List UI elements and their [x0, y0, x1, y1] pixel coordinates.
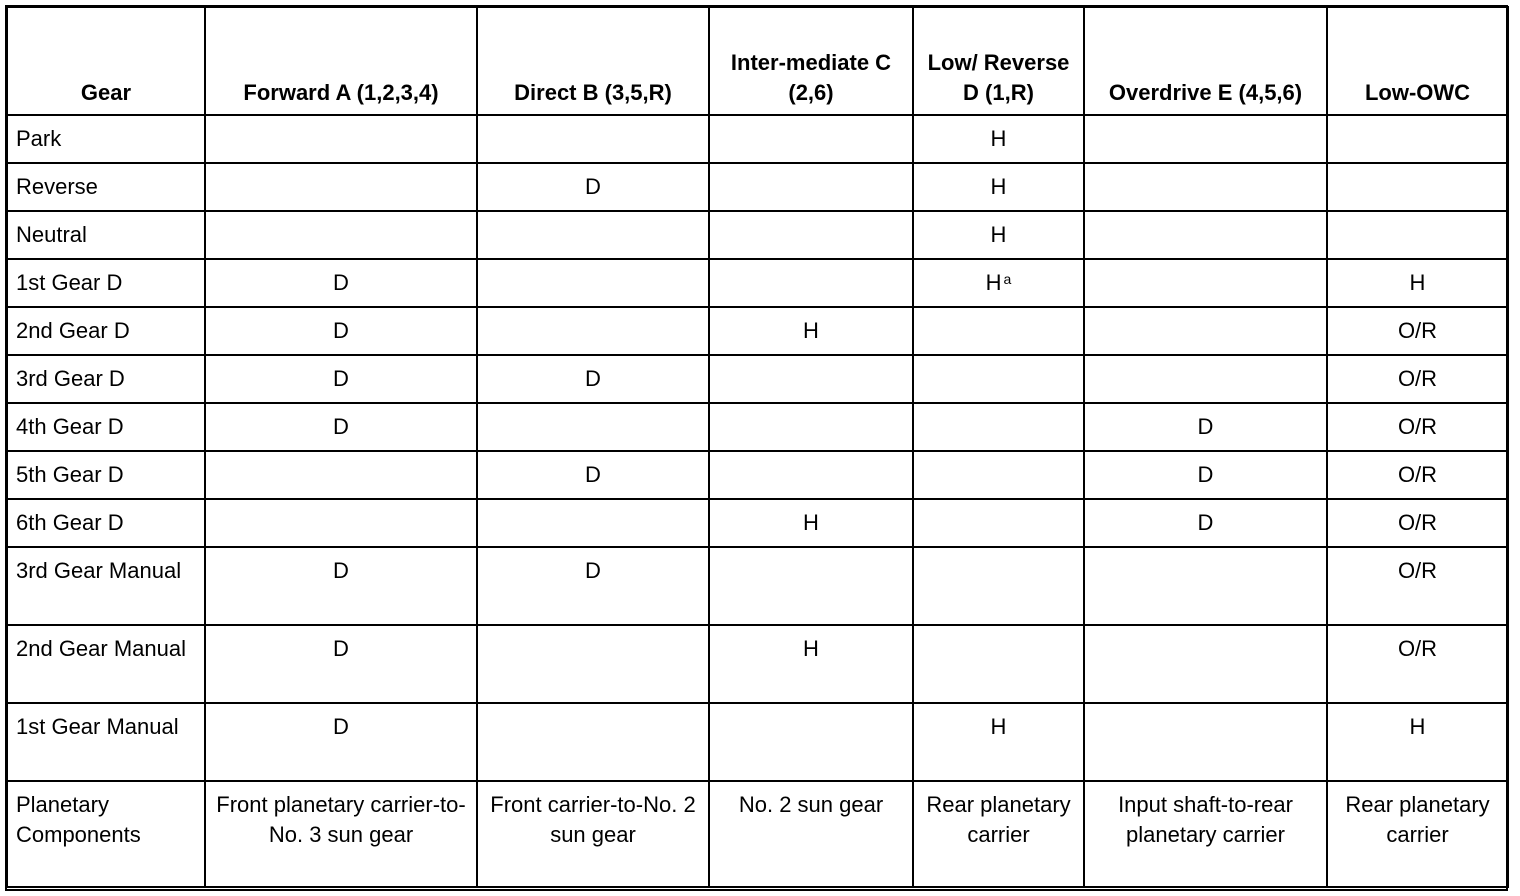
table-row [7, 115, 1508, 163]
low-owc-cell: O/R [1327, 355, 1508, 403]
intermediate-c-cell [709, 115, 913, 163]
direct-b-cell: D [477, 355, 709, 403]
table-row [7, 259, 1508, 307]
overdrive-e-cell [1084, 307, 1327, 355]
gear-application-table [6, 6, 1509, 888]
forward-a-cell: D [205, 625, 477, 703]
gear-cell: Park [7, 115, 205, 163]
direct-b-cell: D [477, 451, 709, 499]
overdrive-e-cell: D [1084, 403, 1327, 451]
table-row [7, 781, 1508, 887]
direct-b-cell [477, 211, 709, 259]
low-reverse-d-cell [913, 403, 1084, 451]
intermediate-c-cell [709, 259, 913, 307]
table-row [7, 355, 1508, 403]
low-owc-cell [1327, 163, 1508, 211]
direct-b-cell [477, 499, 709, 547]
direct-b-cell [477, 307, 709, 355]
low-reverse-d-cell: H [913, 703, 1084, 781]
forward-a-cell [205, 451, 477, 499]
low-reverse-d-cell [913, 451, 1084, 499]
overdrive-e-cell [1084, 259, 1327, 307]
forward-a-cell [205, 115, 477, 163]
low-owc-cell: O/R [1327, 451, 1508, 499]
low-owc-cell: O/R [1327, 403, 1508, 451]
low-reverse-d-cell: H [913, 163, 1084, 211]
forward-a-cell: D [205, 403, 477, 451]
intermediate-c-cell: H [709, 307, 913, 355]
gear-cell: Planetary Components [7, 781, 205, 887]
table-row [7, 499, 1508, 547]
gear-cell: 1st Gear D [7, 259, 205, 307]
header-intermediate-c: Inter-mediate C (2,6) [709, 7, 913, 115]
gear-cell: 5th Gear D [7, 451, 205, 499]
forward-a-cell [205, 499, 477, 547]
low-owc-cell: H [1327, 259, 1508, 307]
gear-cell: Neutral [7, 211, 205, 259]
overdrive-e-cell [1084, 547, 1327, 625]
forward-a-cell [205, 163, 477, 211]
gear-cell: 4th Gear D [7, 403, 205, 451]
forward-a-cell: D [205, 355, 477, 403]
gear-cell: 2nd Gear Manual [7, 625, 205, 703]
low-reverse-d-cell: H [913, 115, 1084, 163]
table-row [7, 307, 1508, 355]
low-reverse-d-cell [913, 355, 1084, 403]
direct-b-cell: D [477, 163, 709, 211]
low-reverse-d-cell [913, 625, 1084, 703]
forward-a-cell: Front planetary carrier-to-No. 3 sun gear [205, 781, 477, 887]
direct-b-cell: Front carrier-to-No. 2 sun gear [477, 781, 709, 887]
low-owc-cell: Rear planetary carrier [1327, 781, 1508, 887]
forward-a-cell [205, 211, 477, 259]
forward-a-cell: D [205, 307, 477, 355]
header-row [7, 7, 1508, 115]
intermediate-c-cell [709, 547, 913, 625]
overdrive-e-cell [1084, 625, 1327, 703]
low-owc-cell: O/R [1327, 547, 1508, 625]
direct-b-cell [477, 115, 709, 163]
forward-a-cell: D [205, 547, 477, 625]
gear-cell: 3rd Gear D [7, 355, 205, 403]
gear-cell: 1st Gear Manual [7, 703, 205, 781]
low-owc-cell: O/R [1327, 499, 1508, 547]
gear-cell: 6th Gear D [7, 499, 205, 547]
low-reverse-d-cell [913, 499, 1084, 547]
low-owc-cell [1327, 211, 1508, 259]
intermediate-c-cell: No. 2 sun gear [709, 781, 913, 887]
low-owc-cell: O/R [1327, 307, 1508, 355]
low-reverse-d-cell: Rear planetary carrier [913, 781, 1084, 887]
table-row [7, 403, 1508, 451]
header-gear: Gear [7, 7, 205, 115]
header-low-reverse-d: Low/ Reverse D (1,R) [913, 7, 1084, 115]
gear-cell: Reverse [7, 163, 205, 211]
low-reverse-d-cell [913, 547, 1084, 625]
low-reverse-d-cell [913, 259, 1084, 307]
intermediate-c-cell: H [709, 499, 913, 547]
overdrive-e-cell [1084, 355, 1327, 403]
overdrive-e-cell [1084, 211, 1327, 259]
direct-b-cell [477, 703, 709, 781]
overdrive-e-cell: D [1084, 451, 1327, 499]
low-reverse-d-cell [913, 307, 1084, 355]
low-reverse-d-cell: H [913, 211, 1084, 259]
table-row [7, 451, 1508, 499]
intermediate-c-cell [709, 451, 913, 499]
forward-a-cell: D [205, 703, 477, 781]
table-row [7, 703, 1508, 781]
table-row [7, 625, 1508, 703]
table-row [7, 163, 1508, 211]
direct-b-cell [477, 259, 709, 307]
header-direct-b: Direct B (3,5,R) [477, 7, 709, 115]
header-low-owc: Low-OWC [1327, 7, 1508, 115]
overdrive-e-cell: D [1084, 499, 1327, 547]
header-forward-a: Forward A (1,2,3,4) [205, 7, 477, 115]
gear-cell: 3rd Gear Manual [7, 547, 205, 625]
header-overdrive-e: Overdrive E (4,5,6) [1084, 7, 1327, 115]
overdrive-e-cell: Input shaft-to-rear planetary carrier [1084, 781, 1327, 887]
gear-cell: 2nd Gear D [7, 307, 205, 355]
low-reverse-d-value: H [985, 270, 1002, 295]
low-owc-cell [1327, 115, 1508, 163]
footnote-marker: a [1003, 271, 1012, 287]
low-owc-cell: O/R [1327, 625, 1508, 703]
intermediate-c-cell: H [709, 625, 913, 703]
intermediate-c-cell [709, 211, 913, 259]
overdrive-e-cell [1084, 115, 1327, 163]
intermediate-c-cell [709, 163, 913, 211]
forward-a-cell: D [205, 259, 477, 307]
intermediate-c-cell [709, 355, 913, 403]
overdrive-e-cell [1084, 703, 1327, 781]
low-owc-cell: H [1327, 703, 1508, 781]
direct-b-cell [477, 625, 709, 703]
table-row [7, 547, 1508, 625]
overdrive-e-cell [1084, 163, 1327, 211]
direct-b-cell [477, 403, 709, 451]
intermediate-c-cell [709, 703, 913, 781]
table-row [7, 211, 1508, 259]
intermediate-c-cell [709, 403, 913, 451]
direct-b-cell: D [477, 547, 709, 625]
